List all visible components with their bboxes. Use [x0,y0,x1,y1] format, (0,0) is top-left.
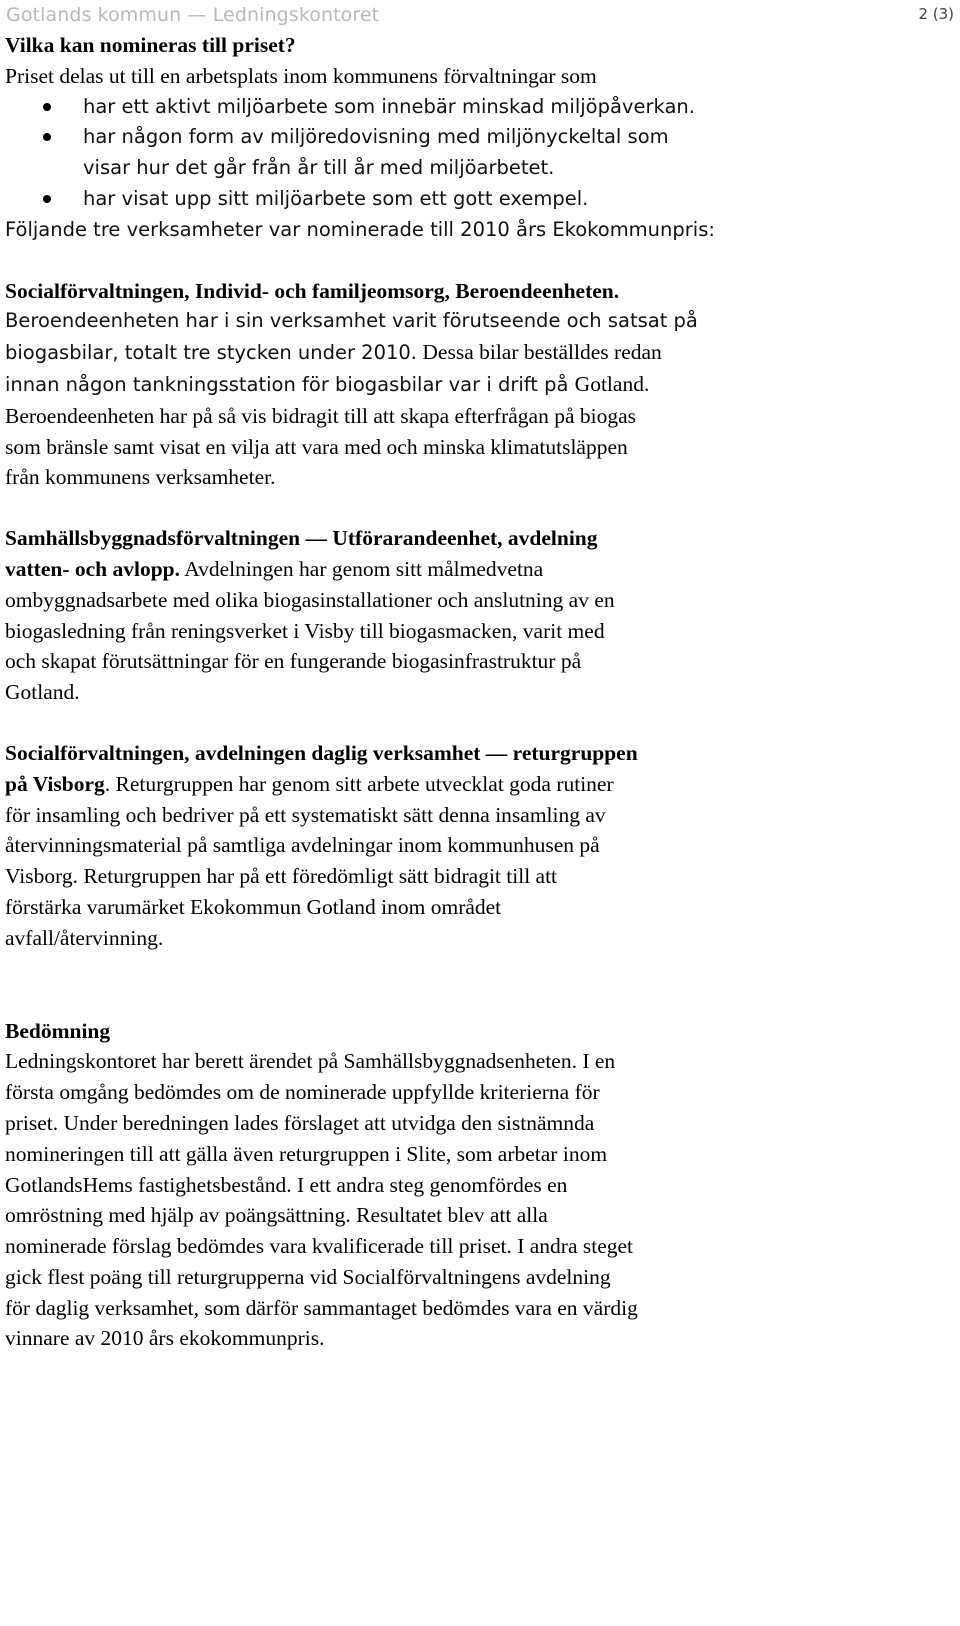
nominee-1-title: Socialförvaltningen, Individ- och familjeomsorg, Beroendeenheten. [5,278,620,303]
section-heading-assessment: Bedömning [5,1018,111,1043]
eligibility-intro: Priset delas ut till en arbetsplats inom kommunens förvaltningar som [5,63,597,88]
bullet-icon [43,195,51,203]
assessment-text: Ledningskontoret har berett ärendet på Samhällsbyggnadsenheten. I en första omgång bedömdes om de nominerade uppfyllde kriterierna för priset. Under beredningen lades förslaget att utvidga den sistnämnda nomineringen till att gälla även returgruppen i Slite, som arbetar inom GotlandsHems fastighetsbestånd. I ett andra steg genomfördes en omröstning med hjälp av poängsättning. Resultatet blev att alla nominerade förslag bedömdes vara kvalificerade till priset. I andra steget gick flest poäng till returgrupperna vid Socialförvaltningens avdelning för daglig verksamhet, som därför sammantaget bedömdes vara en värdig vinnare av 2010 års ekokommunpris. [5,1049,638,1351]
bullet-icon [43,103,51,111]
bullet-icon [43,133,51,141]
nominee-2-title: Samhällsbyggnadsförvaltningen — Utförarandeenhet, avdelning [5,526,598,551]
page-number: 2 (3) [918,5,954,23]
criteria-item: har visat upp sitt miljöarbete som ett gott exempel. [5,184,905,215]
criteria-item: har ett aktivt miljöarbete som innebär minskad miljöpåverkan. [5,92,905,123]
criteria-item: har någon form av miljöredovisning med miljönyckeltal som visar hur det går från år till år med miljöarbetet. [5,122,905,184]
criteria-list [5,92,905,215]
section-heading-eligibility: Vilka kan nomineras till priset? [5,33,296,57]
nominees-intro: Följande tre verksamheter var nominerade till 2010 års Ekokommunpris: [5,217,715,241]
header-organization: Gotlands kommun — Ledningskontoret [6,4,380,26]
nominee-2-text: Samhällsbyggnadsförvaltningen — Utförarandeenhet, avdelning vatten- och avlopp. Avdelningen har genom sitt målmedvetna ombyggnadsarbete med olika biogasinstallationer och anslutning av en biogasledning från reningsverket i Visby till biogasmacken, varit med och skapat förutsättningar för en fungerande biogasinfrastruktur på Gotland. [5,526,615,705]
nominee-1-text: Beroendeenheten har i sin verksamhet varit förutseende och satsat på biogasbilar, totalt tre stycken under 2010. Dessa bilar beställdes redan innan någon tankningsstation för biogasbilar var i drift på Gotland. [5,309,698,396]
document-body [5,25,905,1354]
nominee-3-text: Socialförvaltningen, avdelningen daglig verksamhet — returgruppen på Visborg. Returgruppen har genom sitt arbete utvecklat goda rutiner för insamling och bedriver på ett systematiskt sätt denna insamling av återvinningsmaterial på samtliga avdelningar inom kommunhusen på Visborg. Returgruppen har på ett föredömligt sätt bidragit till att förstärka varumärket Ekokommun Gotland inom området avfall/återvinning. [5,740,638,950]
nominee-1-text-cont: Beroendeenheten har på så vis bidragit till att skapa efterfrågan på biogas som bränsle samt visat en vilja att vara med och minska klimatutsläppen från kommunens verksamheter. [5,403,637,490]
nominee-3-title: Socialförvaltningen, avdelningen daglig verksamhet — returgruppen [5,740,638,765]
